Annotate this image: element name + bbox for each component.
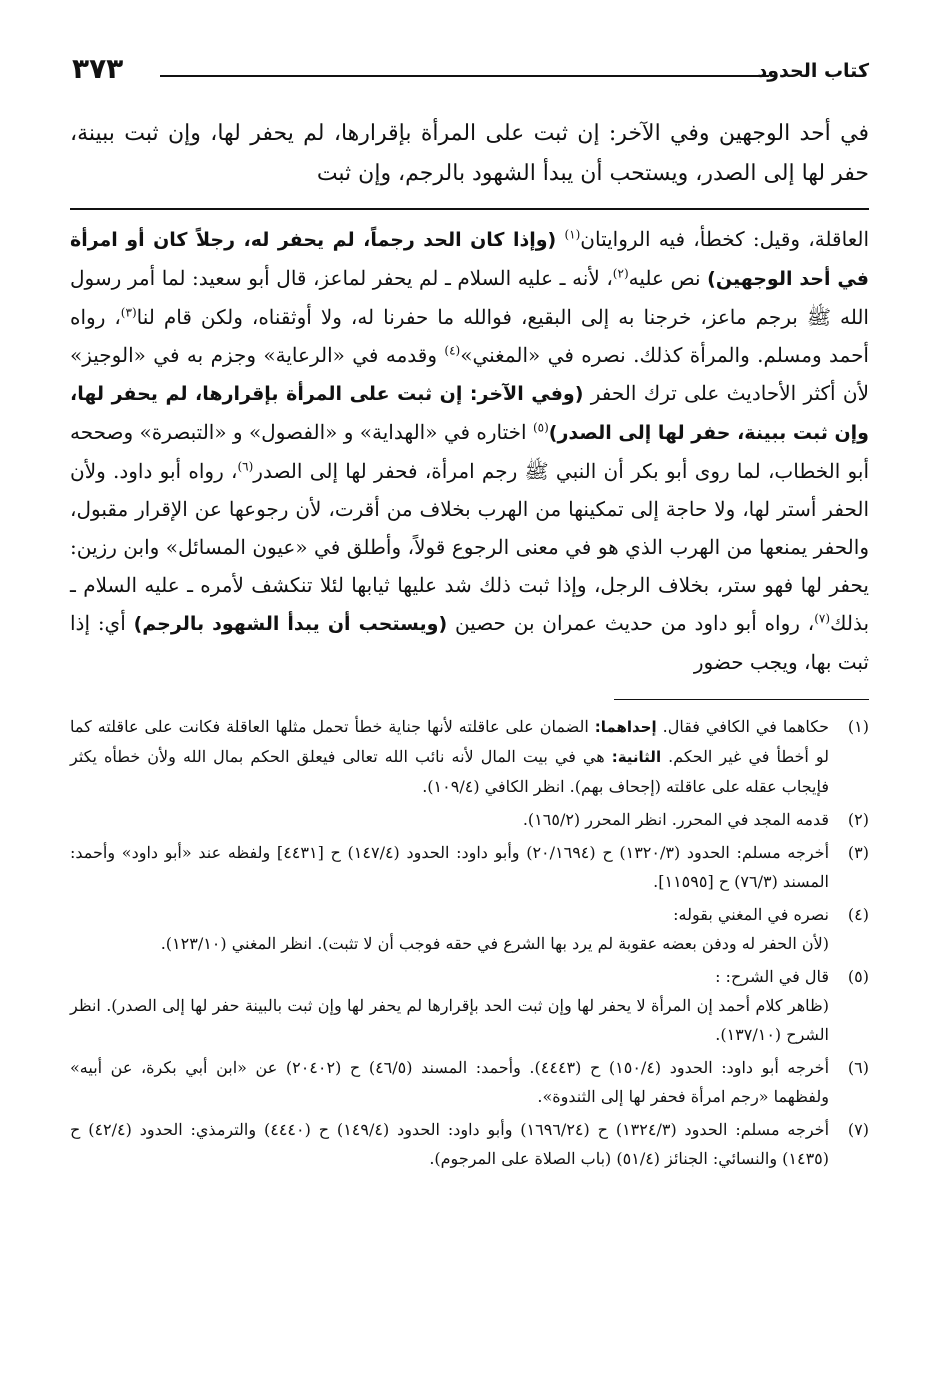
footnote-number: (١) <box>847 717 869 736</box>
footnote-text <box>70 962 829 1049</box>
sharh-segment: اختاره في «الهداية» و «الفصول» و «التبصرة» وصححه أبو الخطاب، لما روى أبو بكر أن النبي ﷺ رجم امرأة، فحفر لها إلى الصدر <box>69 420 870 483</box>
footnote-ref: (١) <box>564 227 581 242</box>
footnote-number: (٥) <box>847 967 869 986</box>
sharh-segment: العاقلة، وقيل: كخطأ، فيه الروايتان <box>580 227 870 251</box>
sharh-segment: نص عليه <box>628 266 701 290</box>
footnote-bold: الثانية: <box>611 748 662 766</box>
footnote-line: (ظاهر كلام أحمد إن المرأة لا يحفر لها وإن ثبت الحد بإقرارها لم يحفر لها وإن ثبت بالبينة حفر لها إلى الصدر). انظر الشرح (١٣٧/١٠). <box>70 996 830 1044</box>
footnote-item <box>70 712 869 801</box>
footnote-line: قال في الشرح: : <box>715 967 829 986</box>
footnote-number: (٣) <box>847 843 869 862</box>
footnote-ref: (٧) <box>814 611 831 626</box>
sharh-segment: ، رواه أبو داود من حديث عمران بن حصين <box>454 611 815 635</box>
footnote-ref: (٦) <box>237 459 254 474</box>
footnote-bold: إحداهما: <box>594 718 657 736</box>
quoted-matn: (وفي الآخر: إن ثبت على المرأة بإقرارها، لم يحفر لها، وإن ثبت ببينة، حفر لها إلى الصدر) <box>70 383 869 444</box>
footnote-text <box>70 712 829 801</box>
footnote-ref: (٥) <box>532 420 549 435</box>
footnote-item <box>70 805 869 834</box>
footnote-text: قدمه المجد في المحرر. انظر المحرر (١٦٥/٢). <box>522 810 829 829</box>
sharh-segment: أي: إذا ثبت بها، ويجب حضور <box>70 611 869 674</box>
page-header <box>70 0 869 90</box>
sharh-segment: ، رواه أحمد ومسلم. والمرأة كذلك. نصره في «المغني» <box>70 305 869 367</box>
footnote-segment: هي في بيت المال لأنه نائب الله تعالى فيعلق الحكم بمال الله ولأن خطأه يكثر فإيجاب عقله على عاقلته (إجحاف بهم). انظر الكافي (١٠٩/٤). <box>70 747 829 796</box>
footnote-ref: (٤) <box>444 343 461 358</box>
footnote-segment: حكاهما في الكافي فقال. <box>662 717 830 736</box>
footnote-segment: الضمان على عاقلته لأنها جناية خطأ تحمل مثلها العاقلة فكانت على عاقلته كما لو أخطأ في غير الحكم. <box>70 717 829 766</box>
page-number: ٣٧٣ <box>72 52 124 85</box>
footnote-number: (٦) <box>847 1058 869 1077</box>
footnote-number: (٢) <box>847 810 869 829</box>
sharh-segment: ، رواه أبو داود. ولأن الحفر أستر لها، ولا حاجة إلى تمكينها من الهرب بخلاف من أقرت، لأن رجوعها عن الإقرار مقبول، والحفر يمنعها من الهرب الذي هو في معنى الرجوع قولاً، وأطلق في «عيون المسائل» وابن رزين: يحفر لها فهو ستر، بخلاف الرجل، وإذا ثبت ذلك شد عليها ثيابها لئلا تنكشف لأمره ـ عليه السلام ـ بذلك <box>70 459 870 635</box>
footnote-ref: (٢) <box>612 266 629 281</box>
footnote-text <box>70 900 829 958</box>
matn-text: في أحد الوجهين وفي الآخر: إن ثبت على المرأة بإقرارها، لم يحفر لها، وإن ثبت ببينة، حفر لها إلى الصدر، ويستحب أن يبدأ الشهود بالرجم، وإن ثبت <box>70 121 869 186</box>
quoted-matn: (ويستحب أن يبدأ الشهود بالرجم) <box>133 613 448 635</box>
footnote-divider <box>614 699 869 700</box>
quoted-matn: (وإذا كان الحد رجماً، لم يحفر له، رجلاً كان أو امرأة في أحد الوجهين) <box>70 229 869 290</box>
footnote-item <box>70 1053 869 1111</box>
sharh-segment: ، لأنه ـ عليه السلام ـ لم يحفر لماعز، قال أبو سعيد: لما أمر رسول الله ﷺ برجم ماعز، خرجنا به إلى البقيع، فوالله ما حفرنا له، ولا أوثقناه، ولكن قام لنا <box>70 266 869 329</box>
footnote-item <box>70 838 869 896</box>
sharh-text <box>70 220 869 681</box>
sharh-segment: وقدمه في «الرعاية» وجزم به في «الوجيز» لأن أكثر الأحاديث على ترك الحفر <box>70 343 869 405</box>
footnote-text: أخرجه مسلم: الحدود (١٣٢٠/٣) ح (٢٠/١٦٩٤) وأبو داود: الحدود (١٤٧/٤) ح [٤٤٣١] ولفظه عند «أبو داود» وأحمد: المسند (٧٦/٣) ح [١١٥٩٥]. <box>70 843 830 891</box>
footnote-item <box>70 1115 869 1173</box>
book-page <box>70 0 869 1177</box>
running-title: كتاب الحدود <box>757 60 869 82</box>
footnotes <box>70 712 869 1173</box>
footnote-line: (لأن الحفر له ودفن بعضه عقوبة لم يرد بها الشرع في حقه فوجب أن لا تثبت). انظر المغني (١٢٣/١٠). <box>160 934 829 953</box>
footnote-number: (٤) <box>847 905 869 924</box>
footnote-text: أخرجه أبو داود: الحدود (١٥٠/٤) ح (٤٤٤٣). وأحمد: المسند (٤٦/٥) ح (٢٠٤٠٢) عن «ابن أبي بكرة، عن أبيه» ولفظهما «رجم امرأة فحفر لها إلى الثندوة». <box>70 1058 830 1106</box>
footnote-item <box>70 900 869 958</box>
header-rule <box>160 75 769 77</box>
matn-divider <box>70 208 869 210</box>
footnote-text: أخرجه مسلم: الحدود (١٣٢٤/٣) ح (١٦٩٦/٢٤) وأبو داود: الحدود (١٤٩/٤) ح (٤٤٤٠) والترمذي: الحدود (٤٢/٤) ح (١٤٣٥) والنسائي: الجنائز (٥١/٤) (باب الصلاة على المرجوم). <box>70 1120 830 1168</box>
footnote-line: نصره في المغني بقوله: <box>673 905 829 924</box>
footnote-number: (٧) <box>847 1120 869 1139</box>
footnote-item <box>70 962 869 1049</box>
footnote-ref: (٣) <box>120 305 137 320</box>
